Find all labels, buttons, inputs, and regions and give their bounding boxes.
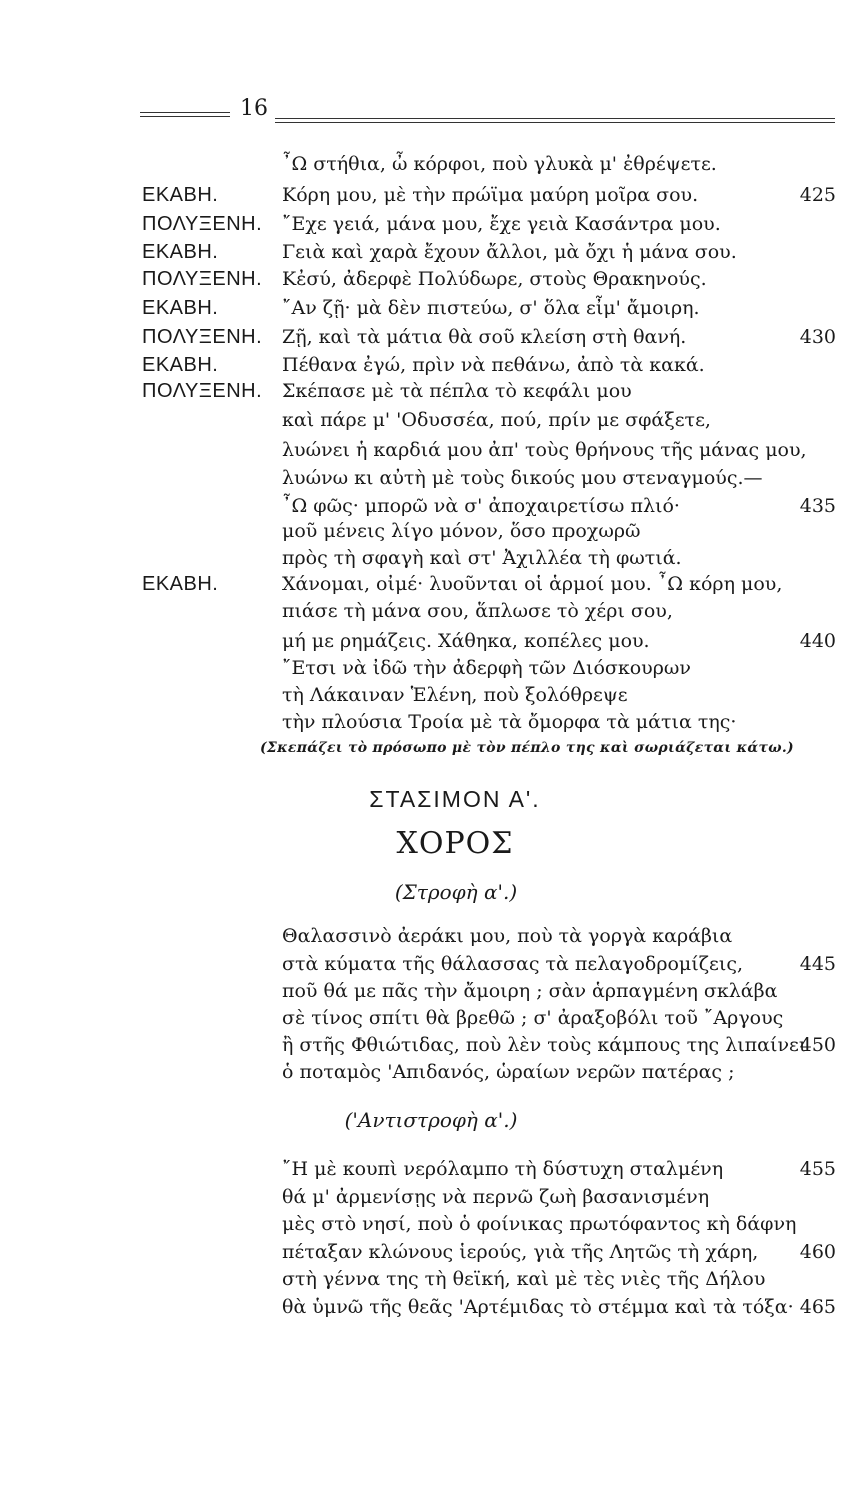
verse-text: Κἐσύ, ἀδερφὲ Πολύδωρε, στοὺς Θρακηνούς. xyxy=(282,268,707,290)
verse-text: ὁ ποταμὸς 'Απιδανός, ὡραίων νερῶν πατέρας ; xyxy=(282,1061,735,1083)
header-rule-left xyxy=(140,112,230,117)
verse-text: θά μ' ἀρμενίσῃς νὰ περνῶ ζωὴ βασανισμένη xyxy=(282,1186,710,1208)
verse-text: πιάσε τὴ μάνα σου, ἅπλωσε τὸ χέρι σου, xyxy=(282,600,673,622)
line-number: 425 xyxy=(799,184,836,206)
stage-direction: (Σκεπάζει τὸ πρόσωπο μὲ τὸν πέπλο της καὶ σωριάζεται κάτω.) xyxy=(260,740,794,756)
dialogue-line xyxy=(0,297,862,327)
line-number: 450 xyxy=(799,1034,836,1056)
dialogue-line xyxy=(0,409,862,439)
strofi-line xyxy=(0,925,862,955)
line-number: 455 xyxy=(799,1158,836,1180)
speaker-name: ΠΟΛΥΞΕΝΗ. xyxy=(142,213,263,235)
verse-text: τὴ Λάκαιναν Ἑλένη, ποὺ ξολόθρεψε xyxy=(282,684,628,706)
verse-text: μοῦ μένεις λίγο μόνον, ὅσο προχωρῶ xyxy=(282,520,641,542)
dialogue-line xyxy=(0,439,862,469)
dialogue-line xyxy=(0,573,862,603)
antistrofi-label: ('Αντιστροφὴ α'.) xyxy=(344,1108,518,1132)
dialogue-line xyxy=(0,711,862,741)
speaker-name: ΠΟΛΥΞΕΝΗ. xyxy=(142,326,263,348)
verse-text: στὰ κύματα τῆς θάλασσας τὰ πελαγοδρομίζεις, xyxy=(282,953,744,975)
verse-text: ῏Ω φῶς· μπορῶ νὰ σ' ἀποχαιρετίσω πλιό· xyxy=(282,495,680,517)
page-header xyxy=(140,96,840,136)
dialogue-line xyxy=(0,657,862,687)
dialogue-line xyxy=(0,630,862,660)
dialogue-line xyxy=(0,520,862,550)
dialogue-line xyxy=(0,213,862,243)
verse-text: Γειὰ καὶ χαρὰ ἔχουν ἄλλοι, μὰ ὄχι ἡ μάνα σου. xyxy=(282,241,737,263)
dialogue-line xyxy=(0,153,862,183)
antistrofi-line xyxy=(0,1213,862,1243)
antistrofi-line xyxy=(0,1296,862,1326)
verse-text: λυώνει ἡ καρδιά μου ἀπ' τοὺς θρήνους τῆς μάνας μου, xyxy=(282,439,807,461)
strofi-line xyxy=(0,953,862,983)
header-rule-right xyxy=(275,118,835,123)
dialogue-line xyxy=(0,184,862,214)
line-number: 435 xyxy=(799,495,836,517)
speaker-name: ΕΚΑΒΗ. xyxy=(142,297,219,319)
verse-text: Κόρη μου, μὲ τὴν πρώϊμα μαύρη μοῖρα σου. xyxy=(282,184,699,206)
verse-text: Πέθανα ἐγώ, πρὶν νὰ πεθάνω, ἀπὸ τὰ κακά. xyxy=(282,354,705,376)
verse-text: ῎Εχε γειά, μάνα μου, ἔχε γειὰ Κασάντρα μου. xyxy=(282,213,721,235)
speaker-name: ΕΚΑΒΗ. xyxy=(142,573,219,595)
antistrofi-line xyxy=(0,1186,862,1216)
verse-text: πρὸς τὴ σφαγὴ καὶ στ' Ἀχιλλέα τὴ φωτιά. xyxy=(282,547,682,569)
line-number: 430 xyxy=(799,326,836,348)
strofi-line xyxy=(0,1034,862,1064)
antistrofi-line xyxy=(0,1158,862,1188)
strofi-label: (Στροφὴ α'.) xyxy=(394,880,518,904)
verse-text: μὲς στὸ νησί, ποὺ ὁ φοίνικας πρωτόφαντος κὴ δάφνη xyxy=(282,1213,797,1235)
dialogue-line xyxy=(0,600,862,630)
strofi-line xyxy=(0,1061,862,1091)
verse-text: ῎Ετσι νὰ ἰδῶ τὴν ἀδερφὴ τῶν Διόσκουρων xyxy=(282,657,691,679)
line-number: 460 xyxy=(799,1241,836,1263)
verse-text: ῎Η μὲ κουπὶ νερόλαμπο τὴ δύστυχη σταλμένη xyxy=(282,1158,724,1180)
choros-heading: ΧΟΡΟΣ xyxy=(396,826,514,861)
dialogue-line xyxy=(0,467,862,497)
verse-text: λυώνω κι αὐτὴ μὲ τοὺς δικούς μου στεναγμούς.— xyxy=(282,467,763,489)
strofi-line xyxy=(0,980,862,1010)
dialogue-line xyxy=(0,241,862,271)
antistrofi-line xyxy=(0,1268,862,1298)
verse-text: Σκέπασε μὲ τὰ πέπλα τὸ κεφάλι μου xyxy=(282,380,632,402)
verse-text: τὴν πλούσια Τροία μὲ τὰ ὄμορφα τὰ μάτια της· xyxy=(282,711,737,733)
verse-text: στὴ γέννα της τὴ θεϊκή, καὶ μὲ τὲς νιὲς τῆς Δήλου xyxy=(282,1268,766,1290)
dialogue-line xyxy=(0,268,862,298)
page-number: 16 xyxy=(240,96,268,121)
verse-text: Χάνομαι, οἰμέ· λυοῦνται οἱ ἁρμοί μου. ῏Ω κόρη μου, xyxy=(282,573,783,595)
line-number: 465 xyxy=(799,1296,836,1318)
verse-text: μή με ρημάζεις. Χάθηκα, κοπέλες μου. xyxy=(282,630,650,652)
line-number: 445 xyxy=(799,953,836,975)
verse-text: Θαλασσινὸ ἀεράκι μου, ποὺ τὰ γοργὰ καράβια xyxy=(282,925,733,947)
verse-text: καὶ πάρε μ' 'Οδυσσέα, πού, πρίν με σφάξετε, xyxy=(282,409,711,431)
verse-text: ῏Ω στήθια, ὦ κόρφοι, ποὺ γλυκὰ μ' ἐθρέψετε. xyxy=(282,153,717,175)
stasimon-heading: ΣΤΑΣΙΜΟΝ Α'. xyxy=(369,786,541,812)
speaker-name: ΕΚΑΒΗ. xyxy=(142,184,219,206)
speaker-name: ΕΚΑΒΗ. xyxy=(142,241,219,263)
line-number: 440 xyxy=(799,630,836,652)
strofi-line xyxy=(0,1007,862,1037)
dialogue-line xyxy=(0,326,862,356)
speaker-name: ΠΟΛΥΞΕΝΗ. xyxy=(142,380,263,402)
verse-text: θὰ ὑμνῶ τῆς θεᾶς 'Αρτέμιδας τὸ στέμμα καὶ τὰ τόξα· xyxy=(282,1296,794,1318)
dialogue-line xyxy=(0,684,862,714)
verse-text: σὲ τίνος σπίτι θὰ βρεθῶ ; σ' ἀραξοβόλι τοῦ ῎Αργους xyxy=(282,1007,784,1029)
verse-text: ἢ στῆς Φθιώτιδας, ποὺ λὲν τοὺς κάμπους της λιπαίνει xyxy=(282,1034,807,1056)
speaker-name: ΕΚΑΒΗ. xyxy=(142,354,219,376)
speaker-name: ΠΟΛΥΞΕΝΗ. xyxy=(142,268,263,290)
dialogue-line xyxy=(0,380,862,410)
verse-text: Ζῇ, καὶ τὰ μάτια θὰ σοῦ κλείση στὴ θανή. xyxy=(282,326,687,348)
verse-text: ποῦ θά με πᾶς τὴν ἄμοιρη ; σὰν ἁρπαγμένη σκλάβα xyxy=(282,980,778,1002)
verse-text: πέταξαν κλώνους ἱερούς, γιὰ τῆς Λητῶς τὴ χάρη, xyxy=(282,1241,759,1263)
antistrofi-line xyxy=(0,1241,862,1271)
verse-text: ῎Αν ζῇ· μὰ δὲν πιστεύω, σ' ὅλα εἶμ' ἄμοιρη. xyxy=(282,297,700,319)
